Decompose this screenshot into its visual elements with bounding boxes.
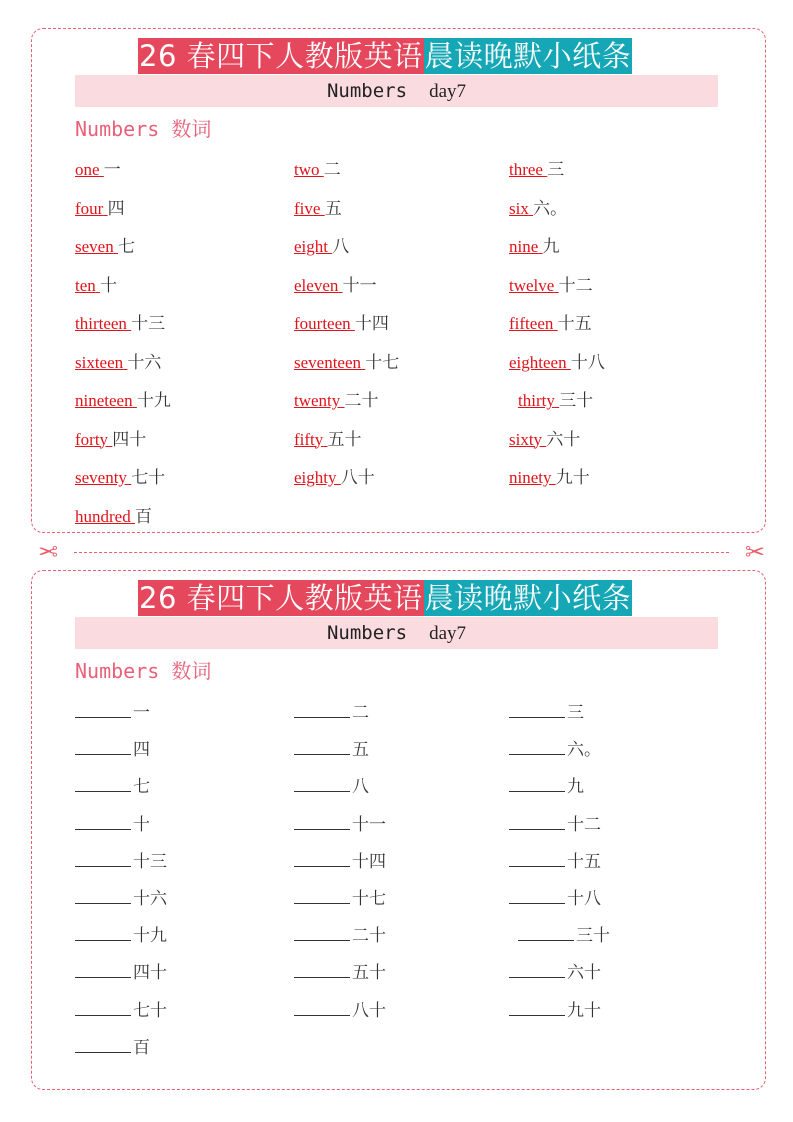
- cut-line: [38, 538, 765, 566]
- word-item: [518, 388, 593, 414]
- dictation-row: [75, 885, 735, 922]
- dictation-row: [75, 736, 735, 773]
- english-word: seventy: [75, 468, 127, 487]
- chinese-meaning: 十七: [365, 352, 400, 372]
- dictation-item: [75, 848, 167, 875]
- chinese-meaning: 三十: [559, 391, 594, 410]
- chinese-meaning: 八十: [340, 468, 375, 487]
- answer-blank[interactable]: [75, 1034, 131, 1053]
- word-item: [75, 157, 121, 183]
- english-word: thirteen: [75, 314, 127, 333]
- english-word: fifteen: [509, 314, 554, 333]
- word-row: [75, 350, 735, 389]
- section-heading-cn: 数词: [171, 117, 212, 141]
- dictation-item: [75, 699, 150, 726]
- english-word: hundred: [75, 506, 131, 526]
- chinese-meaning: 十三: [131, 314, 166, 333]
- section-heading: [75, 115, 211, 143]
- chinese-meaning: 八十: [352, 1000, 386, 1020]
- chinese-meaning: 四十: [133, 963, 167, 983]
- chinese-meaning: 六。: [567, 740, 601, 760]
- dictation-item: [75, 959, 167, 986]
- chinese-meaning: 九十: [555, 468, 590, 487]
- answer-blank[interactable]: [294, 959, 350, 978]
- chinese-meaning: 十六: [133, 888, 167, 908]
- answer-blank[interactable]: [75, 997, 131, 1016]
- dictation-item: [294, 848, 386, 875]
- dictation-item: [294, 922, 386, 949]
- answer-blank[interactable]: [75, 959, 131, 978]
- chinese-meaning: 十四: [352, 851, 386, 871]
- dictation-item: [75, 1034, 150, 1061]
- dictation-row: [75, 699, 735, 736]
- chinese-meaning: 六十: [546, 429, 581, 449]
- answer-blank[interactable]: [294, 699, 350, 718]
- answer-blank[interactable]: [509, 959, 565, 978]
- dictation-item: [294, 997, 386, 1024]
- chinese-meaning: 六。: [533, 198, 568, 218]
- chinese-meaning: 百: [134, 506, 152, 526]
- section-heading-en: Numbers: [75, 659, 160, 683]
- word-row: [75, 157, 735, 196]
- dictation-item: [294, 773, 369, 800]
- chinese-meaning: 十三: [133, 851, 167, 871]
- word-row: [75, 388, 735, 427]
- dictation-row: [75, 773, 735, 810]
- word-item: [75, 311, 165, 337]
- english-word: six: [509, 198, 529, 218]
- chinese-meaning: 五: [352, 740, 369, 760]
- word-item: [509, 157, 564, 183]
- chinese-meaning: 八: [332, 237, 350, 256]
- chinese-meaning: 二: [323, 160, 341, 179]
- dictation-item: [509, 885, 601, 912]
- answer-blank[interactable]: [518, 922, 574, 941]
- word-row: [75, 311, 735, 350]
- answer-blank[interactable]: [509, 885, 565, 904]
- english-word: ninety: [509, 468, 552, 487]
- day-label: day7: [429, 623, 466, 644]
- word-item: [75, 350, 161, 376]
- word-item: [294, 427, 362, 453]
- scissors-icon: ✂: [744, 538, 765, 566]
- word-item: [294, 465, 375, 491]
- chinese-meaning: 七: [117, 237, 135, 256]
- topic-label: Numbers: [326, 80, 408, 102]
- dictation-item: [509, 811, 601, 838]
- dictation-item: [518, 922, 610, 949]
- word-item: [294, 157, 341, 183]
- word-item: [509, 427, 580, 453]
- word-item: [75, 273, 117, 299]
- answer-blank[interactable]: [75, 736, 131, 755]
- word-row: [75, 427, 735, 466]
- word-item: [509, 234, 560, 260]
- chinese-meaning: 三: [567, 703, 584, 722]
- english-word: two: [294, 160, 320, 179]
- answer-blank[interactable]: [294, 736, 350, 755]
- card-title: [138, 580, 632, 616]
- section-heading: [75, 657, 211, 685]
- answer-blank[interactable]: [75, 773, 131, 792]
- dictation-item: [509, 773, 584, 800]
- dictation-item: [75, 811, 150, 838]
- title-teal-part: 晨读晚默小纸条: [424, 581, 632, 615]
- chinese-meaning: 一: [103, 160, 121, 179]
- chinese-meaning: 五十: [327, 429, 362, 449]
- chinese-meaning: 二: [352, 703, 369, 722]
- word-row: [75, 234, 735, 273]
- topic-band: [75, 75, 718, 107]
- chinese-meaning: 四: [133, 740, 150, 760]
- word-item: [509, 465, 590, 491]
- answer-blank[interactable]: [75, 922, 131, 941]
- word-item: [509, 350, 605, 376]
- chinese-meaning: 六十: [567, 963, 601, 983]
- word-item: [294, 388, 379, 414]
- answer-blank[interactable]: [294, 997, 350, 1016]
- english-word: twenty: [294, 391, 341, 410]
- english-word: five: [294, 198, 321, 218]
- chinese-meaning: 二十: [344, 391, 379, 410]
- chinese-meaning: 十七: [352, 888, 386, 908]
- word-item: [294, 273, 377, 299]
- word-item: [294, 350, 399, 376]
- english-word: twelve: [509, 275, 555, 295]
- word-item: [294, 311, 389, 337]
- english-word: eight: [294, 237, 328, 256]
- word-item: [509, 196, 567, 222]
- word-item: [509, 311, 592, 337]
- answer-card: [31, 28, 766, 533]
- chinese-meaning: 十五: [567, 851, 601, 871]
- chinese-meaning: 十一: [342, 275, 377, 295]
- english-word: one: [75, 160, 100, 179]
- english-word: thirty: [518, 391, 555, 410]
- dashed-cut-line: [74, 552, 729, 553]
- english-word: nine: [509, 237, 539, 256]
- word-row: [75, 465, 735, 504]
- dictation-grid: [75, 699, 735, 1071]
- chinese-meaning: 三十: [576, 926, 610, 946]
- dictation-item: [294, 699, 369, 726]
- dictation-item: [509, 736, 601, 763]
- answer-blank[interactable]: [509, 848, 565, 867]
- chinese-meaning: 九: [567, 777, 584, 797]
- dictation-row: [75, 997, 735, 1034]
- dictation-row: [75, 922, 735, 959]
- answer-blank[interactable]: [75, 811, 131, 830]
- english-word: ten: [75, 275, 96, 295]
- english-word: eighteen: [509, 352, 567, 372]
- answer-blank[interactable]: [509, 773, 565, 792]
- english-word: three: [509, 160, 543, 179]
- answer-blank[interactable]: [294, 885, 350, 904]
- dictation-item: [75, 885, 167, 912]
- english-word: eighty: [294, 468, 337, 487]
- word-row: [75, 273, 735, 312]
- chinese-meaning: 十六: [127, 352, 162, 372]
- english-word: nineteen: [75, 391, 133, 410]
- word-row: [75, 504, 735, 543]
- word-row: [75, 196, 735, 235]
- dictation-item: [509, 848, 601, 875]
- dictation-item: [294, 885, 386, 912]
- answer-blank[interactable]: [75, 885, 131, 904]
- chinese-meaning: 十: [100, 275, 118, 295]
- chinese-meaning: 七十: [131, 468, 166, 487]
- chinese-meaning: 十九: [136, 391, 171, 410]
- answer-blank[interactable]: [509, 736, 565, 755]
- word-item: [75, 504, 152, 530]
- english-word: seven: [75, 237, 114, 256]
- chinese-meaning: 四: [107, 198, 125, 218]
- english-word: sixteen: [75, 352, 124, 372]
- dictation-item: [509, 959, 601, 986]
- dictation-card: [31, 570, 766, 1090]
- chinese-meaning: 二十: [352, 926, 386, 946]
- english-word: fifty: [294, 429, 324, 449]
- chinese-meaning: 百: [133, 1037, 150, 1057]
- chinese-meaning: 三: [547, 160, 565, 179]
- word-item: [75, 465, 165, 491]
- english-word: fourteen: [294, 314, 351, 333]
- answer-blank[interactable]: [509, 699, 565, 718]
- chinese-meaning: 九十: [567, 1000, 601, 1020]
- card-title: [138, 38, 632, 74]
- english-word: eleven: [294, 275, 339, 295]
- english-word: four: [75, 198, 104, 218]
- chinese-meaning: 九: [542, 237, 560, 256]
- chinese-meaning: 十四: [354, 314, 389, 333]
- word-item: [509, 273, 593, 299]
- english-word: sixty: [509, 429, 543, 449]
- scissors-icon: ✂: [38, 538, 59, 566]
- chinese-meaning: 十一: [352, 814, 386, 834]
- topic-band: [75, 617, 718, 649]
- dictation-row: [75, 811, 735, 848]
- english-word: seventeen: [294, 352, 362, 372]
- chinese-meaning: 十: [133, 814, 150, 834]
- dictation-item: [509, 699, 584, 726]
- chinese-meaning: 十八: [567, 888, 601, 908]
- answer-blank[interactable]: [509, 811, 565, 830]
- word-item: [75, 234, 135, 260]
- section-heading-cn: 数词: [171, 659, 212, 683]
- dictation-item: [509, 997, 601, 1024]
- day-label: day7: [429, 81, 466, 102]
- title-teal-part: 晨读晚默小纸条: [424, 39, 632, 73]
- english-word: forty: [75, 429, 109, 449]
- answer-blank[interactable]: [509, 997, 565, 1016]
- word-item: [75, 388, 171, 414]
- answer-blank[interactable]: [294, 773, 350, 792]
- word-item: [294, 196, 342, 222]
- answer-blank[interactable]: [75, 699, 131, 718]
- chinese-meaning: 五: [324, 198, 342, 218]
- chinese-meaning: 十五: [557, 314, 592, 333]
- answer-blank[interactable]: [294, 922, 350, 941]
- chinese-meaning: 十九: [133, 926, 167, 946]
- chinese-meaning: 一: [133, 703, 150, 722]
- dictation-item: [75, 773, 150, 800]
- chinese-meaning: 四十: [112, 429, 147, 449]
- chinese-meaning: 七: [133, 777, 150, 797]
- chinese-meaning: 五十: [352, 963, 386, 983]
- dictation-row: [75, 959, 735, 996]
- chinese-meaning: 十二: [558, 275, 593, 295]
- title-red-part: 26 春四下人教版英语: [139, 581, 423, 615]
- answer-blank[interactable]: [75, 848, 131, 867]
- dictation-item: [294, 736, 369, 763]
- topic-label: Numbers: [326, 622, 408, 644]
- answer-blank[interactable]: [294, 848, 350, 867]
- dictation-row: [75, 848, 735, 885]
- dictation-row: [75, 1034, 735, 1071]
- dictation-item: [294, 959, 386, 986]
- title-red-part: 26 春四下人教版英语: [139, 39, 423, 73]
- dictation-item: [75, 922, 167, 949]
- chinese-meaning: 十八: [570, 352, 605, 372]
- vocab-grid: [75, 157, 735, 542]
- dictation-item: [75, 736, 150, 763]
- section-heading-en: Numbers: [75, 117, 160, 141]
- word-item: [294, 234, 349, 260]
- chinese-meaning: 八: [352, 777, 369, 797]
- chinese-meaning: 七十: [133, 1000, 167, 1020]
- word-item: [75, 427, 146, 453]
- dictation-item: [75, 997, 167, 1024]
- dictation-item: [294, 811, 386, 838]
- word-item: [75, 196, 125, 222]
- chinese-meaning: 十二: [567, 814, 601, 834]
- answer-blank[interactable]: [294, 811, 350, 830]
